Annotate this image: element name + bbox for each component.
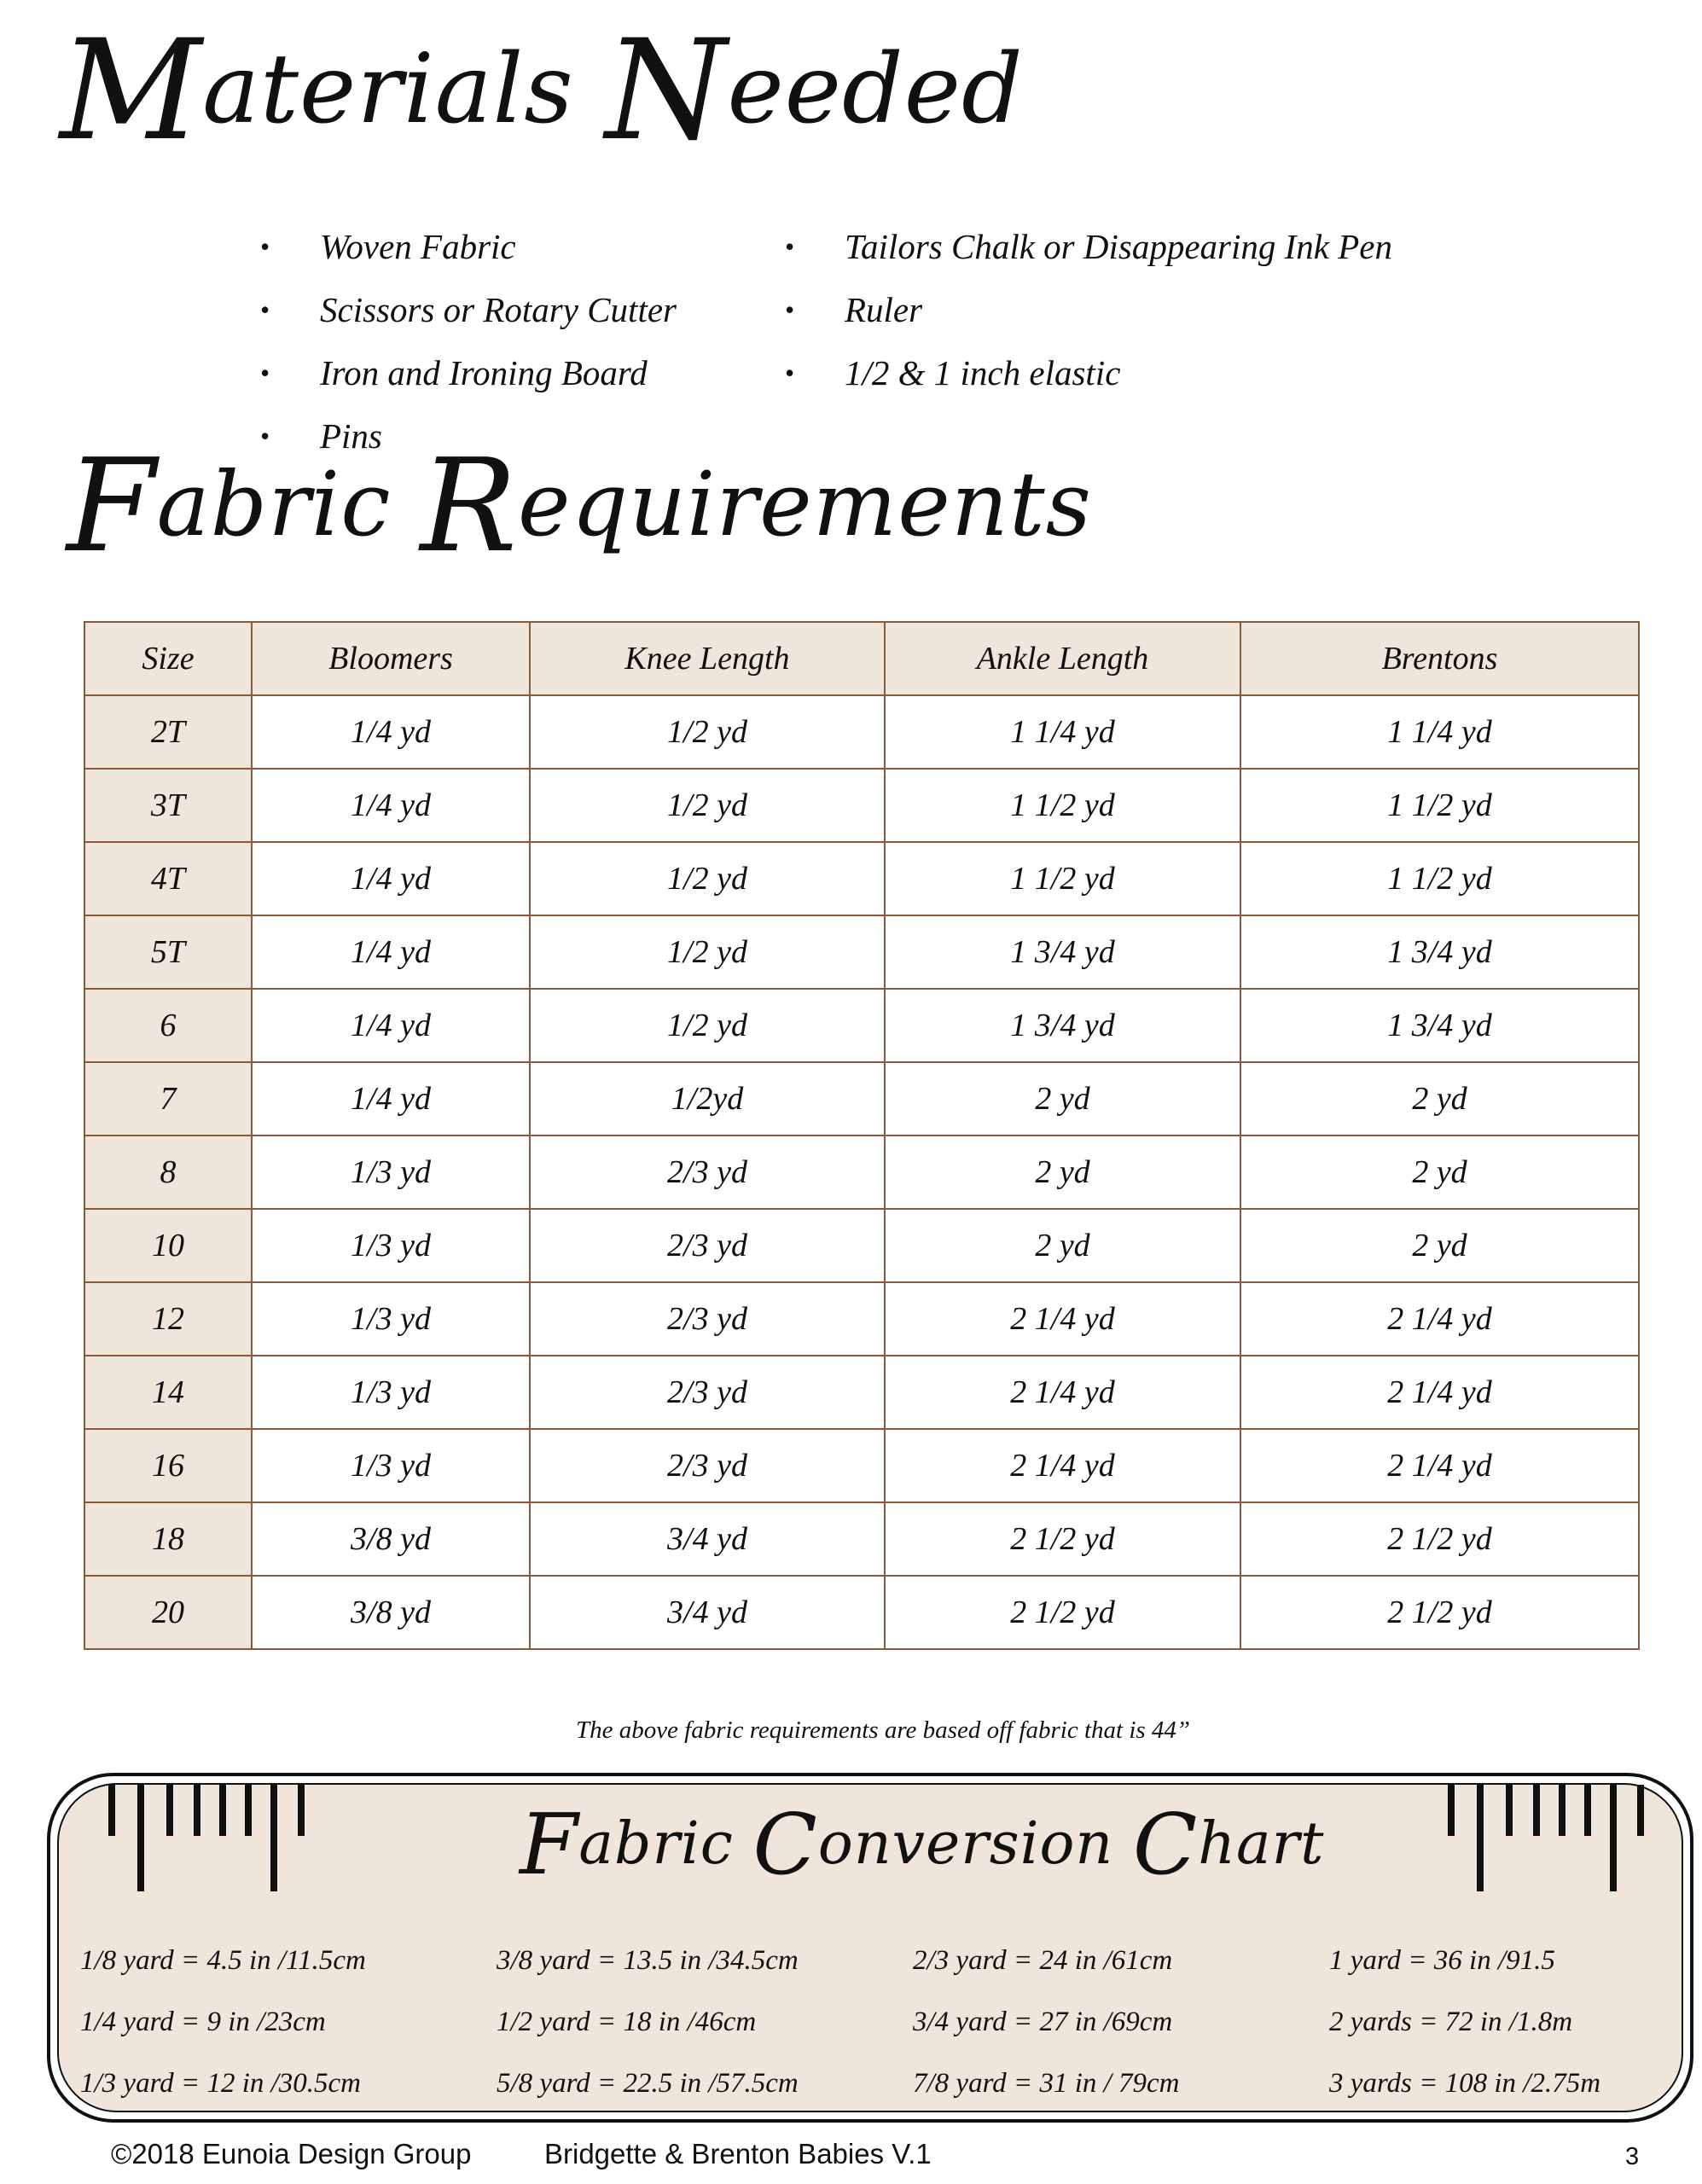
table-cell: 1/4 yd (252, 915, 530, 989)
table-cell: 1/2 yd (530, 842, 885, 915)
conversion-entry: 1 yard = 36 in /91.5 (1329, 1945, 1555, 1976)
table-row (84, 989, 1639, 1062)
size-cell: 14 (84, 1356, 252, 1429)
header-size: Size (84, 622, 252, 695)
table-row (84, 1502, 1639, 1576)
materials-list-left (260, 215, 677, 468)
table-body (84, 695, 1639, 1649)
conversion-grid (80, 1930, 1684, 2114)
table-cell: 2 1/4 yd (1240, 1356, 1639, 1429)
table-cell: 1 1/4 yd (1240, 695, 1639, 769)
table-row (84, 695, 1639, 769)
size-cell: 5T (84, 915, 252, 989)
ruler-tick (298, 1785, 305, 1836)
conversion-entry: 1/3 yard = 12 in /30.5cm (80, 2068, 362, 2099)
ruler-tick (137, 1785, 144, 1891)
size-cell: 3T (84, 769, 252, 842)
table-cell: 2 yd (1240, 1209, 1639, 1282)
footer-page-number: 3 (1625, 2143, 1640, 2170)
header-bloomers: Bloomers (252, 622, 530, 695)
table-cell: 2/3 yd (530, 1282, 885, 1356)
conversion-entry: 1/8 yard = 4.5 in /11.5cm (80, 1945, 366, 1976)
table-cell: 1/4 yd (252, 769, 530, 842)
table-cell: 3/4 yd (530, 1576, 885, 1649)
conversion-entry: 2/3 yard = 24 in /61cm (913, 1945, 1173, 1976)
table-cell: 1/4 yd (252, 1062, 530, 1136)
table-row (84, 1282, 1639, 1356)
footer-pattern-name: Bridgette & Brenton Babies V.1 (544, 2138, 932, 2169)
fabric-requirements-table (84, 621, 1640, 1650)
table-row (84, 915, 1639, 989)
table-cell: 1 3/4 yd (885, 989, 1240, 1062)
table-cell: 2 yd (885, 1136, 1240, 1209)
material-item: • Scissors or Rotary Cutter (260, 278, 677, 341)
table-cell: 2 yd (1240, 1062, 1639, 1136)
conversion-entry: 5/8 yard = 22.5 in /57.5cm (497, 2068, 799, 2099)
table-cell: 2 yd (1240, 1136, 1639, 1209)
table-cell: 1 3/4 yd (1240, 915, 1639, 989)
table-cell: 1 3/4 yd (1240, 989, 1639, 1062)
table-cell: 1 1/2 yd (1240, 842, 1639, 915)
table-cell: 2 1/4 yd (885, 1282, 1240, 1356)
ruler-tick (1610, 1785, 1617, 1891)
table-cell: 1/2 yd (530, 915, 885, 989)
ruler-tick (245, 1785, 252, 1836)
table-cell: 2/3 yd (530, 1356, 885, 1429)
table-cell: 1 1/2 yd (1240, 769, 1639, 842)
table-cell: 1/2 yd (530, 989, 885, 1062)
conversion-chart-heading: Fabric Conversion Chart (520, 1795, 1325, 1894)
table-row (84, 1209, 1639, 1282)
size-cell: 16 (84, 1429, 252, 1502)
size-cell: 7 (84, 1062, 252, 1136)
materials-heading: Materials Needed (60, 10, 1024, 172)
table-row (84, 1356, 1639, 1429)
table-cell: 1 1/2 yd (885, 769, 1240, 842)
table-cell: 2/3 yd (530, 1209, 885, 1282)
ruler-tick (1637, 1785, 1644, 1836)
table-row (84, 1136, 1639, 1209)
table-header-row (84, 622, 1639, 695)
table-cell: 1/4 yd (252, 989, 530, 1062)
fabric-width-note: The above fabric requirements are based off fabric that is 44” (575, 1716, 1191, 1744)
ruler-tick (270, 1785, 277, 1891)
ruler-tick (108, 1785, 115, 1836)
conversion-entry: 3 yards = 108 in /2.75m (1329, 2068, 1601, 2099)
table-cell: 2 yd (885, 1062, 1240, 1136)
material-item: • Pins (260, 404, 677, 468)
table-cell: 3/8 yd (252, 1576, 530, 1649)
table-cell: 2 yd (885, 1209, 1240, 1282)
table-cell: 2 1/4 yd (1240, 1429, 1639, 1502)
size-cell: 18 (84, 1502, 252, 1576)
size-cell: 2T (84, 695, 252, 769)
table-cell: 3/4 yd (530, 1502, 885, 1576)
table-row (84, 1429, 1639, 1502)
material-item: • Ruler (785, 278, 1392, 341)
header-ankle-length: Ankle Length (885, 622, 1240, 695)
table-cell: 2/3 yd (530, 1136, 885, 1209)
ruler-tick (1584, 1785, 1591, 1836)
table-row (84, 1062, 1639, 1136)
table-cell: 1/2yd (530, 1062, 885, 1136)
material-item: • Iron and Ironing Board (260, 341, 677, 404)
ruler-ticks-left (108, 1785, 245, 1896)
table-cell: 2 1/2 yd (885, 1576, 1240, 1649)
table-cell: 1/3 yd (252, 1209, 530, 1282)
size-cell: 10 (84, 1209, 252, 1282)
conversion-entry: 3/8 yard = 13.5 in /34.5cm (497, 1945, 799, 1976)
table-cell: 2 1/2 yd (1240, 1502, 1639, 1576)
footer-copyright: ©2018 Eunoia Design Group (111, 2138, 472, 2169)
table-cell: 1/3 yd (252, 1136, 530, 1209)
ruler-tick (1477, 1785, 1484, 1891)
table-cell: 1/3 yd (252, 1356, 530, 1429)
ruler-ticks-right (1448, 1785, 1653, 1896)
table-cell: 3/8 yd (252, 1502, 530, 1576)
header-brentons: Brentons (1240, 622, 1639, 695)
table-cell: 1/4 yd (252, 842, 530, 915)
table-row (84, 769, 1639, 842)
conversion-entry: 3/4 yard = 27 in /69cm (913, 2007, 1173, 2037)
table-cell: 2 1/4 yd (885, 1356, 1240, 1429)
conversion-entry: 1/4 yard = 9 in /23cm (80, 2007, 326, 2037)
table-cell: 2 1/4 yd (1240, 1282, 1639, 1356)
table-cell: 1/4 yd (252, 695, 530, 769)
table-cell: 1/2 yd (530, 769, 885, 842)
ruler-tick (1559, 1785, 1565, 1836)
material-item: • Woven Fabric (260, 215, 677, 278)
materials-list-right (785, 215, 1392, 404)
table-cell: 2 1/2 yd (1240, 1576, 1639, 1649)
material-item: • 1/2 & 1 inch elastic (785, 341, 1392, 404)
table-cell: 1 1/4 yd (885, 695, 1240, 769)
header-knee-length: Knee Length (530, 622, 885, 695)
ruler-tick (166, 1785, 173, 1836)
size-cell: 4T (84, 842, 252, 915)
table-cell: 1 1/2 yd (885, 842, 1240, 915)
table-cell: 1/3 yd (252, 1429, 530, 1502)
ruler-tick (1533, 1785, 1540, 1836)
conversion-entry: 1/2 yard = 18 in /46cm (497, 2007, 757, 2037)
table-row (84, 1576, 1639, 1649)
size-cell: 8 (84, 1136, 252, 1209)
table-cell: 1/3 yd (252, 1282, 530, 1356)
ruler-tick (219, 1785, 226, 1836)
ruler-tick (194, 1785, 200, 1836)
size-cell: 20 (84, 1576, 252, 1649)
table-cell: 1/2 yd (530, 695, 885, 769)
size-cell: 6 (84, 989, 252, 1062)
table-cell: 2 1/4 yd (885, 1429, 1240, 1502)
table-row (84, 842, 1639, 915)
conversion-entry: 7/8 yard = 31 in / 79cm (913, 2068, 1180, 2099)
conversion-chart-panel (47, 1773, 1693, 2123)
material-item: • Tailors Chalk or Disappearing Ink Pen (785, 215, 1392, 278)
fabric-requirements-heading: Fabric Requirements (67, 431, 1092, 582)
table-cell: 2 1/2 yd (885, 1502, 1240, 1576)
table-cell: 2/3 yd (530, 1429, 885, 1502)
table-cell: 1 3/4 yd (885, 915, 1240, 989)
conversion-chart-inner (57, 1783, 1683, 2112)
ruler-tick (1448, 1785, 1455, 1836)
size-cell: 12 (84, 1282, 252, 1356)
conversion-entry: 2 yards = 72 in /1.8m (1329, 2007, 1573, 2037)
ruler-tick (1506, 1785, 1513, 1836)
